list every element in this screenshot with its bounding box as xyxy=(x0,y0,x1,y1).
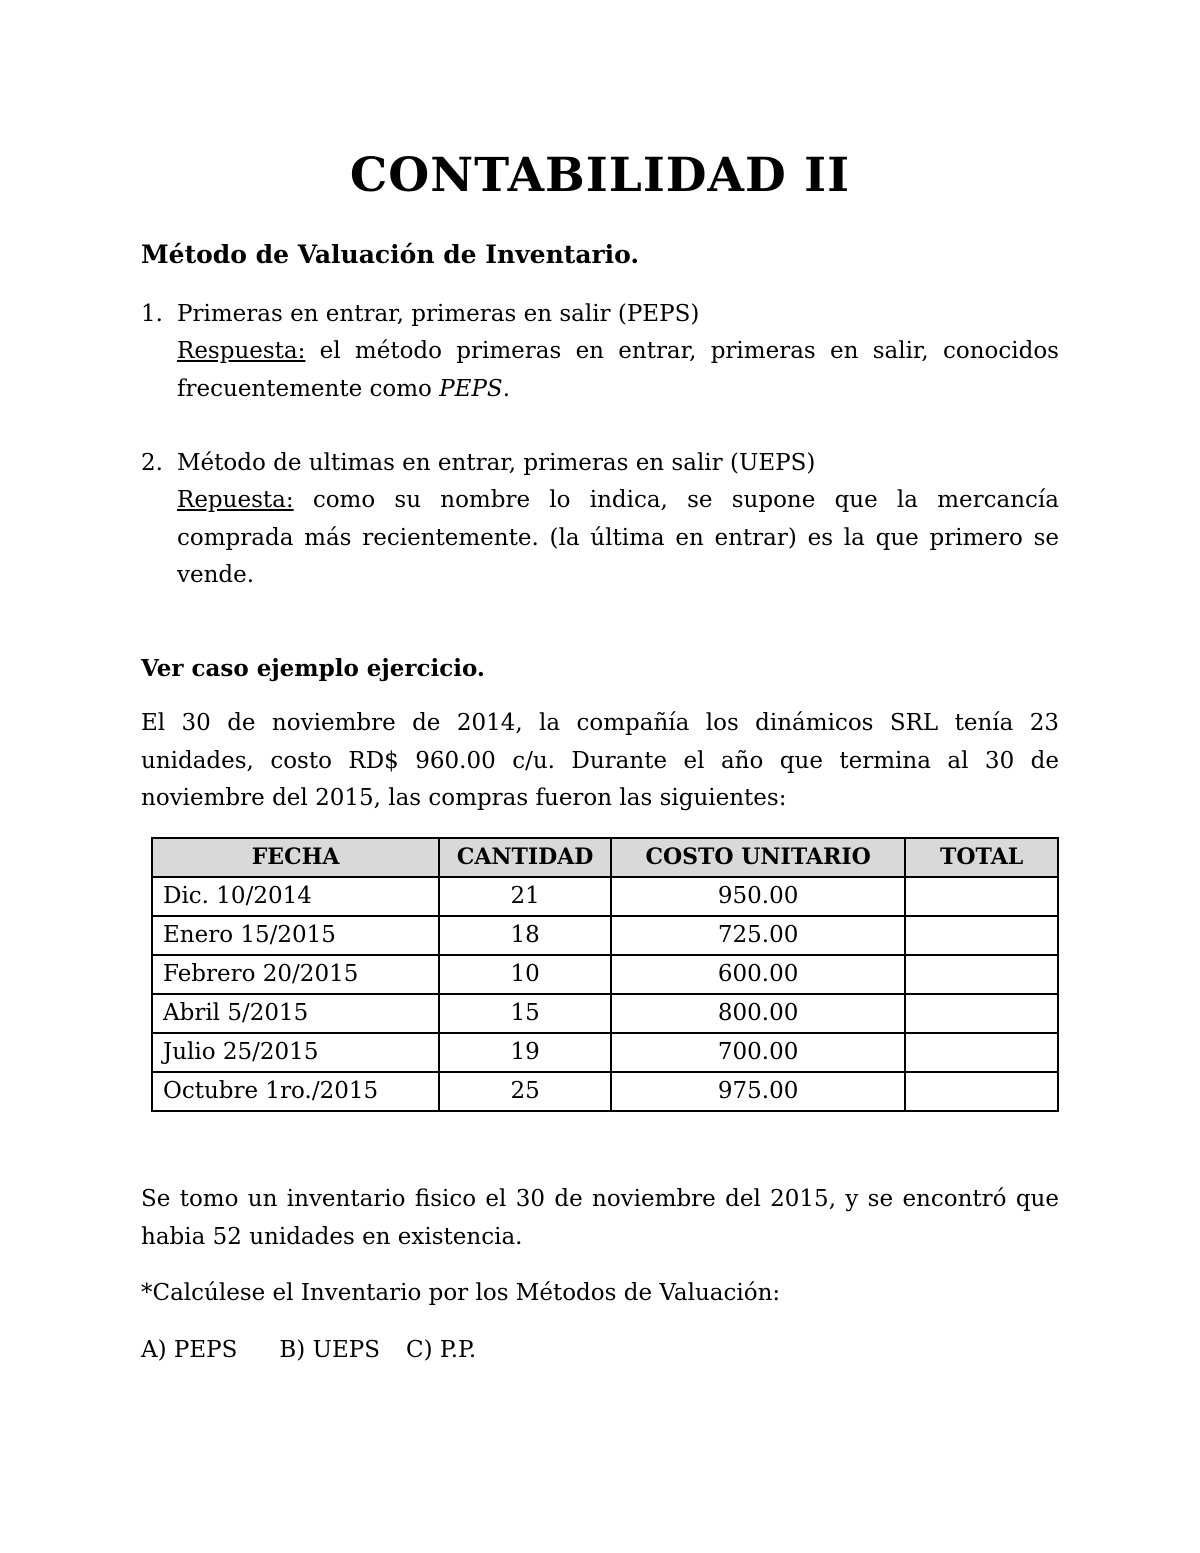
cell-costo: 950.00 xyxy=(611,877,905,916)
cell-fecha: Dic. 10/2014 xyxy=(152,877,439,916)
instruction-text: *Calcúlese el Inventario por los Métodos de Valuación: xyxy=(141,1280,781,1306)
cell-cantidad: 21 xyxy=(439,877,611,916)
cell-costo: 700.00 xyxy=(611,1033,905,1072)
table-row xyxy=(152,877,1058,916)
item-1-answer-italic: PEPS xyxy=(439,375,503,402)
cell-costo: 975.00 xyxy=(611,1072,905,1111)
cell-cantidad: 19 xyxy=(439,1033,611,1072)
item-2-number: 2. xyxy=(141,450,163,476)
table-row xyxy=(152,1072,1058,1111)
table-row xyxy=(152,994,1058,1033)
cell-cantidad: 15 xyxy=(439,994,611,1033)
cell-total xyxy=(905,1033,1058,1072)
cell-costo: 600.00 xyxy=(611,955,905,994)
item-2-answer-text: como su nombre lo indica, se supone que la mercancía comprada más recientemente. (la última en entrar) es la que primero se vende. xyxy=(177,487,1059,588)
cell-fecha: Febrero 20/2015 xyxy=(152,955,439,994)
cell-fecha: Octubre 1ro./2015 xyxy=(152,1072,439,1111)
cell-cantidad: 25 xyxy=(439,1072,611,1111)
options-line xyxy=(141,1332,476,1370)
cell-total xyxy=(905,994,1058,1033)
option-c: C) P.P. xyxy=(406,1337,477,1363)
table-row xyxy=(152,1033,1058,1072)
item-1-answer-text: el método primeras en entrar, primeras en salir, conocidos frecuentemente como xyxy=(177,338,1059,402)
cell-total xyxy=(905,877,1058,916)
item-1-number: 1. xyxy=(141,301,163,327)
section-subtitle: Método de Valuación de Inventario. xyxy=(141,240,640,269)
inventory-text: Se tomo un inventario fisico el 30 de noviembre del 2015, y se encontró que habia 52 unidades en existencia. xyxy=(141,1186,1059,1250)
cell-cantidad: 10 xyxy=(439,955,611,994)
header-costo-unitario: COSTO UNITARIO xyxy=(611,838,905,877)
item-1-heading: Primeras en entrar, primeras en salir (PEPS) xyxy=(177,301,700,327)
document-title: CONTABILIDAD II xyxy=(349,148,851,203)
cell-total xyxy=(905,955,1058,994)
table-header-row xyxy=(152,838,1058,877)
item-2-answer xyxy=(177,482,1059,595)
case-heading: Ver caso ejemplo ejercicio. xyxy=(141,655,485,682)
cell-cantidad: 18 xyxy=(439,916,611,955)
item-1-answer xyxy=(177,333,1059,408)
table-row xyxy=(152,955,1058,994)
cell-costo: 725.00 xyxy=(611,916,905,955)
cell-fecha: Julio 25/2015 xyxy=(152,1033,439,1072)
item-1-answer-label: Respuesta: xyxy=(177,338,306,364)
item-1-answer-end: . xyxy=(502,375,510,402)
cell-costo: 800.00 xyxy=(611,994,905,1033)
cell-total xyxy=(905,1072,1058,1111)
header-cantidad: CANTIDAD xyxy=(439,838,611,877)
table-row xyxy=(152,916,1058,955)
cell-total xyxy=(905,916,1058,955)
purchases-table xyxy=(151,837,1059,1112)
option-b: B) UEPS xyxy=(279,1337,380,1363)
cell-fecha: Enero 15/2015 xyxy=(152,916,439,955)
case-intro: El 30 de noviembre de 2014, la compañía los dinámicos SRL tenía 23 unidades, costo RD$ 960.00 c/u. Durante el año que termina al 30 de noviembre del 2015, las compras fueron las siguientes: xyxy=(141,710,1059,811)
header-fecha: FECHA xyxy=(152,838,439,877)
header-total: TOTAL xyxy=(905,838,1058,877)
option-a: A) PEPS xyxy=(141,1337,238,1363)
item-2-heading: Método de ultimas en entrar, primeras en salir (UEPS) xyxy=(177,450,816,476)
item-2-answer-label: Repuesta: xyxy=(177,487,294,513)
cell-fecha: Abril 5/2015 xyxy=(152,994,439,1033)
